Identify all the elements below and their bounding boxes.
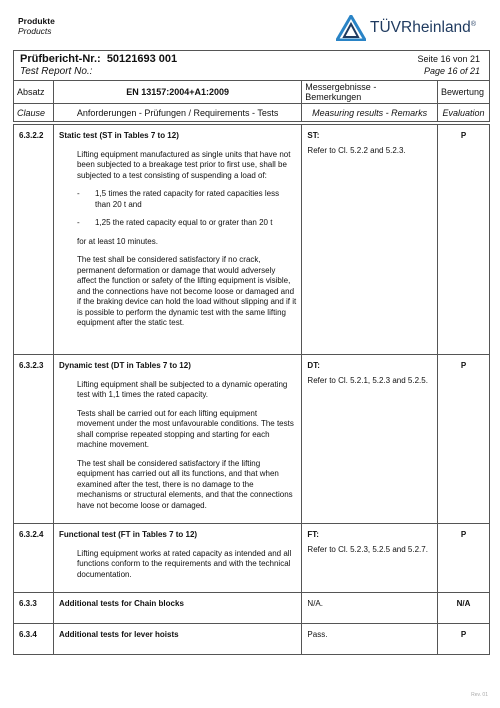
table-row [14,125,490,355]
requirement-title: Functional test (FT in Tables 7 to 12) [58,530,198,539]
requirement-text: Lifting equipment manufactured as single units that have not been subjected to a breakage test prior to first use, shall be subjected to a test consisting of suspending a load of: [76,149,291,180]
measurement-text: Refer to Cl. 5.2.3, 5.2.5 and 5.2.7. [307,544,428,554]
measurement-cell [302,355,438,524]
measurement-label: DT: [307,361,320,370]
evaluation-result: P [438,624,490,655]
col-absatz: Absatz [14,81,54,104]
requirement-text: The test shall be considered satisfactory if the lifting equipment has carried out all its functions, and that when examined after the test, there is no damage to the mechanisms or structural elements, and that the connections have not become loose or damaged. [76,458,293,510]
products-label-de: Produkte [18,16,55,26]
table-row [14,355,490,524]
test-results-table [13,124,490,655]
requirement-cell [53,524,301,593]
requirement-title: Additional tests for lever hoists [58,630,179,639]
col-messergebnisse: Messergebnisse - Bemerkungen [302,81,438,104]
footer-revision-mark: Rev. 01 [471,692,488,698]
report-label-en: Test Report No.: [20,66,93,77]
measurement-text: N/A. [302,593,438,624]
list-item-text: 1,5 times the rated capacity for rated capacities less than 20 t and [94,189,280,209]
evaluation-result: P [438,524,490,593]
requirement-title: Dynamic test (DT in Tables 7 to 12) [58,361,191,370]
tuv-triangle-icon [336,15,366,41]
logo-wordmark: TÜVRheinland [370,19,471,36]
clause-number: 6.3.2.4 [14,524,54,593]
col-requirements: Anforderungen - Prüfungen / Requirements - Tests [53,104,301,122]
requirement-cell [53,624,301,655]
measurement-text: Refer to Cl. 5.2.2 and 5.2.3. [307,145,406,155]
col-evaluation: Evaluation [437,104,489,122]
measurement-label: FT: [307,530,319,539]
col-measuring: Measuring results - Remarks [302,104,438,122]
table-row [14,524,490,593]
requirement-text: for at least 10 minutes. [76,236,158,246]
page-number-en: Page 16 of 21 [423,66,480,76]
evaluation-result: N/A [438,593,490,624]
logo-text [370,19,476,37]
report-number: 50121693 001 [106,53,178,65]
table-row [14,593,490,624]
measurement-text: Pass. [302,624,438,655]
evaluation-result: P [438,125,490,355]
requirement-text: The test shall be considered satisfactory if no crack, permanent deformation or damage that would adversely affect the function or safety of the lifting equipment is visible, and the connections have not become loose or damaged and if the braking device can hold the load without slipping and if it is possible to perform the dynamic test with the same lifting equipment after the static test. [76,255,297,327]
col-clause: Clause [14,104,54,122]
clause-number: 6.3.3 [14,593,54,624]
report-number-title [20,53,177,65]
measurement-text: Refer to Cl. 5.2.1, 5.2.3 and 5.2.5. [307,375,428,385]
clause-number: 6.3.2.2 [14,125,54,355]
col-bewertung: Bewertung [437,81,489,104]
requirement-text: Lifting equipment works at rated capacity as intended and all functions conform to the requirements and with the technical documentation. [76,548,292,579]
measurement-label: ST: [307,131,320,140]
report-label: Prüfbericht-Nr.: [20,53,101,65]
table-row [14,624,490,655]
requirement-cell [53,125,301,355]
requirement-cell [53,593,301,624]
requirement-text: Lifting equipment shall be subjected to a dynamic operating test with 1,1 times the rated capacity. [76,379,288,399]
measurement-cell [302,125,438,355]
evaluation-result: P [438,355,490,524]
requirement-text: Tests shall be carried out for each lifting equipment movement under the most unfavourable conditions. The tests shall comprise repeated stopping and starting for each machine movement. [76,408,294,449]
tuv-logo [336,14,486,42]
logo-registered: ® [470,20,476,28]
requirement-cell [53,355,301,524]
list-item-text: 1,25 the rated capacity equal to or grater than 20 t [94,218,273,227]
clause-number: 6.3.2.3 [14,355,54,524]
bullet-dash: - [76,218,80,227]
requirement-title: Static test (ST in Tables 7 to 12) [58,131,179,140]
measurement-cell [302,524,438,593]
requirement-title: Additional tests for Chain blocks [58,599,184,608]
products-label-en: Products [18,26,52,36]
list-item [77,218,296,229]
page-number-de: Seite 16 von 21 [417,54,480,64]
col-standard: EN 13157:2004+A1:2009 [53,81,301,104]
bullet-dash: - [76,189,80,198]
column-header-table [13,80,490,122]
list-item [77,189,296,210]
clause-number: 6.3.4 [14,624,54,655]
